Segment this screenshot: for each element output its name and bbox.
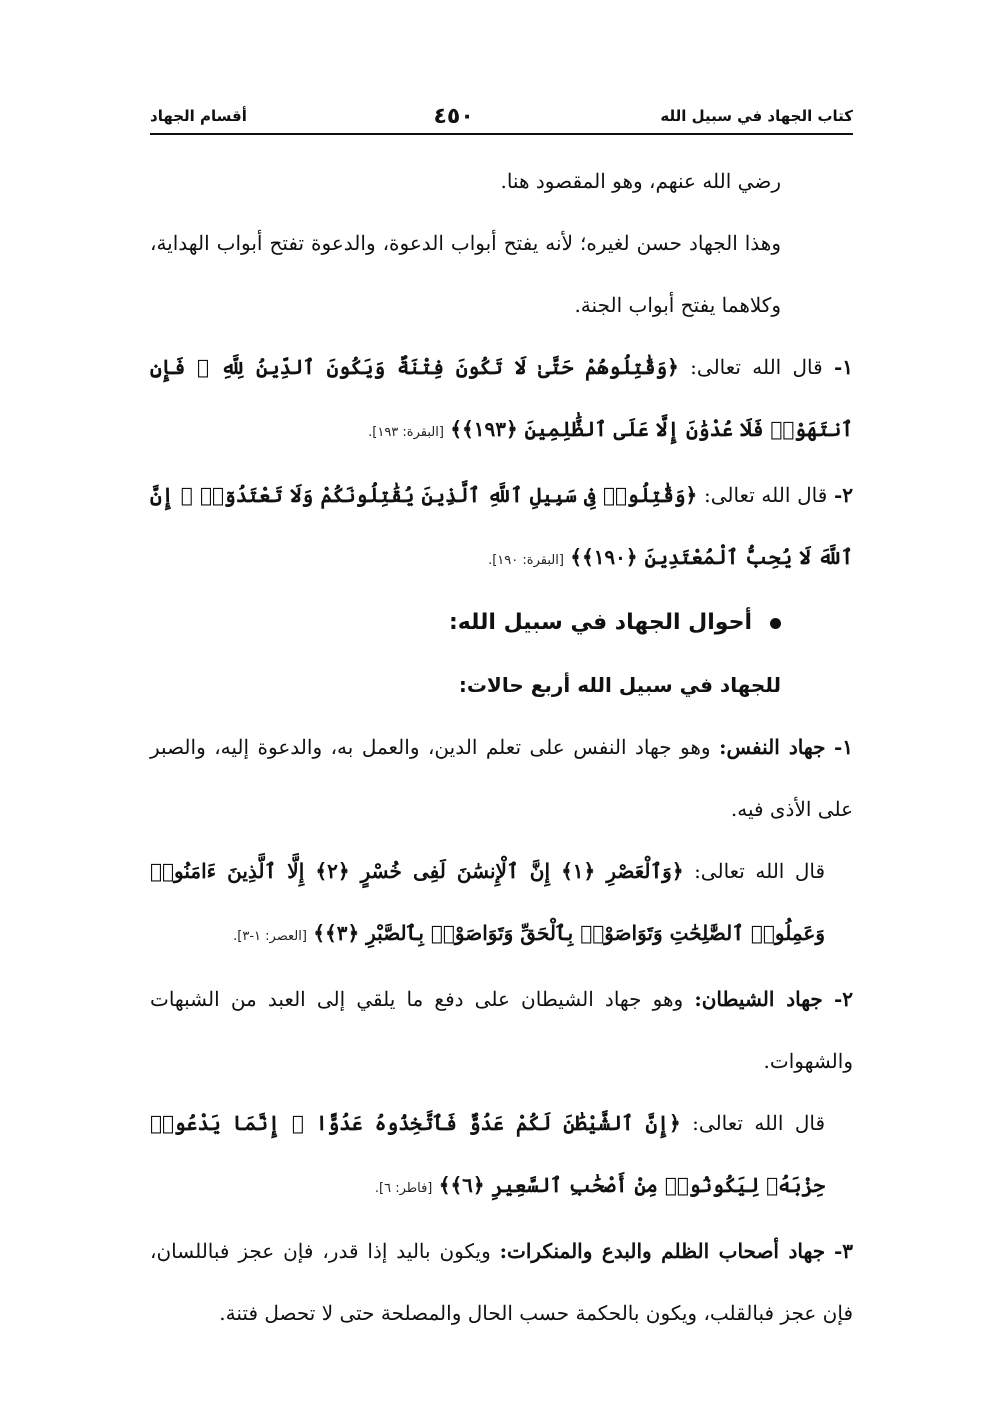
quran-verse: ﴿وَقَٰتِلُوا۟ فِى سَبِيلِ ٱللَّهِ ٱلَّذِينَ يُقَٰتِلُونَكُمْ وَلَا تَعْتَدُوٓا۟ ۚ إِنَّ ٱللَّهَ لَا يُحِبُّ ٱلْمُعْتَدِينَ ﴿١٩٠﴾﴾ — [150, 483, 853, 569]
state-text: ويكون باليد إذا قدر، فإن عجز فباللسان، فإن عجز فبالقلب، ويكون بالحكمة حسب الحال والمصلحة حتى لا تحصل فتنة. — [150, 1239, 853, 1325]
state-text: وهو جهاد الشيطان على دفع ما يلقي إلى العبد من الشبهات والشهوات. — [150, 987, 853, 1073]
state-title: جهاد النفس: — [719, 735, 826, 759]
paragraph-1: رضي الله عنهم، وهو المقصود هنا. — [500, 169, 781, 193]
section-heading-text: أحوال الجهاد في سبيل الله: — [448, 610, 752, 635]
subheading: للجهاد في سبيل الله أربع حالات: — [458, 673, 781, 697]
item-number: ١- — [833, 735, 854, 759]
state-3 — [150, 1220, 853, 1344]
quran-verse: ﴿وَٱلْعَصْرِ ﴿١﴾ إِنَّ ٱلْإِنسَٰنَ لَفِى خُسْرٍ ﴿٢﴾ إِلَّا ٱلَّذِينَ ءَامَنُوا۟ وَعَمِلُوا۟ ٱلصَّٰلِحَٰتِ وَتَوَاصَوْا۟ بِٱلْحَقِّ وَتَوَاصَوْا۟ بِٱلصَّبْرِ ﴿٣﴾﴾ — [150, 859, 825, 945]
item-number: ٢- — [833, 483, 853, 507]
verse-reference: [العصر: ١-٣]. — [233, 929, 307, 944]
state-1-verse — [150, 840, 853, 968]
page-body — [150, 150, 853, 1344]
page-header — [150, 100, 853, 132]
bullet-icon — [770, 618, 781, 629]
verse-item-1 — [150, 336, 853, 464]
quran-verse: ﴿وَقَٰتِلُوهُمْ حَتَّىٰ لَا تَكُونَ فِتْنَةٌ وَيَكُونَ ٱلدِّينُ لِلَّهِ ۖ فَإِنِ ٱنتَهَوْا۟ فَلَا عُدْوَٰنَ إِلَّا عَلَى ٱلظَّٰلِمِينَ ﴿١٩٣﴾﴾ — [150, 355, 853, 441]
verse-intro: قال الله تعالى: — [703, 483, 828, 507]
paragraph-2: وهذا الجهاد حسن لغيره؛ لأنه يفتح أبواب الدعوة، والدعوة تفتح أبواب الهداية، وكلاهما يفتح أبواب الجنة. — [150, 231, 781, 317]
verse-item-2 — [150, 464, 853, 592]
verse-reference: [فاطر: ٦]. — [374, 1181, 433, 1196]
book-title: كتاب الجهاد في سبيل الله — [660, 107, 853, 125]
state-2 — [150, 968, 853, 1092]
item-number: ١- — [833, 355, 854, 379]
verse-reference: [البقرة: ١٩٣]. — [368, 425, 444, 440]
section-title: أقسام الجهاد — [150, 107, 247, 125]
verse-intro: قال الله تعالى: — [694, 859, 826, 883]
state-2-verse — [150, 1092, 853, 1220]
item-number: ٣- — [833, 1239, 854, 1263]
page-number: ٤٥٠ — [433, 103, 474, 129]
header-rule — [150, 133, 853, 135]
section-heading — [150, 592, 853, 654]
state-1 — [150, 716, 853, 840]
verse-reference: [البقرة: ١٩٠]. — [488, 553, 564, 568]
quran-verse: ﴿إِنَّ ٱلشَّيْطَٰنَ لَكُمْ عَدُوٌّ فَٱتَّخِذُوهُ عَدُوًّا ۚ إِنَّمَا يَدْعُوا۟ حِزْبَهُۥ لِيَكُونُوا۟ مِنْ أَصْحَٰبِ ٱلسَّعِيرِ ﴿٦﴾﴾ — [150, 1111, 825, 1197]
verse-intro: قال الله تعالى: — [692, 1111, 826, 1135]
item-number: ٢- — [833, 987, 853, 1011]
state-title: جهاد أصحاب الظلم والبدع والمنكرات: — [499, 1239, 826, 1263]
state-text: وهو جهاد النفس على تعلم الدين، والعمل به، والدعوة إليه، والصبر على الأذى فيه. — [150, 735, 853, 821]
state-title: جهاد الشيطان: — [694, 987, 823, 1011]
verse-intro: قال الله تعالى: — [690, 355, 823, 379]
